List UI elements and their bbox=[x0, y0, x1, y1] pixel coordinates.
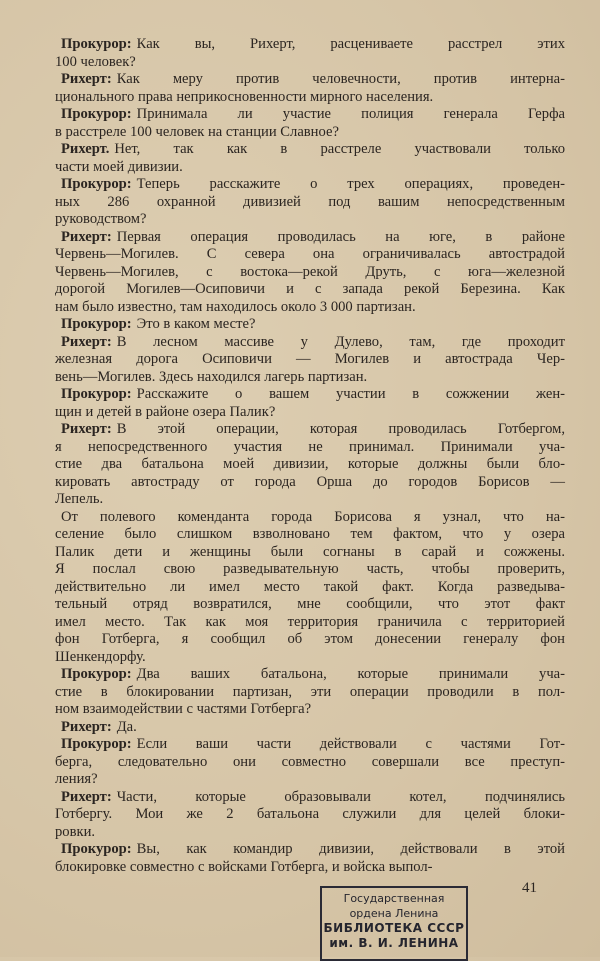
text-line bbox=[55, 194, 565, 212]
line-text: имел место. Так как моя территория граничила с территорией bbox=[55, 613, 565, 630]
line-text: ном взаимодействии с частями Готберга? bbox=[55, 701, 312, 717]
text-line bbox=[55, 456, 565, 474]
text-line bbox=[55, 736, 565, 754]
text-line bbox=[55, 789, 565, 807]
speaker-label: Прокурор: bbox=[61, 316, 132, 332]
line-text: Как меру против человечности, против интерна- bbox=[116, 71, 565, 87]
speaker-label: Прокурор: bbox=[61, 36, 132, 52]
dialogue-paragraph bbox=[55, 229, 565, 317]
text-line bbox=[55, 421, 565, 439]
line-text: тельный отряд возвратился, мне сообщили, что этот факт bbox=[55, 596, 565, 612]
text-line bbox=[55, 71, 565, 89]
line-text: Нет, так как в расстреле участвовали только bbox=[114, 141, 565, 157]
line-text: Палик дети и женщины были согнаны в сарай и сожжены. bbox=[55, 543, 565, 560]
text-line bbox=[55, 491, 565, 509]
line-text: селение было слишком взволновано тем фактом, что у озера bbox=[55, 526, 565, 542]
dialogue-paragraph bbox=[55, 36, 565, 71]
line-text: дорогой Могилев—Осиповичи и с запада рекой Березина. Как bbox=[55, 281, 565, 297]
line-text: ления? bbox=[55, 771, 98, 787]
line-text: ных 286 охранной дивизией под вашим непосредственным bbox=[55, 193, 565, 210]
speaker-label: Прокурор: bbox=[61, 736, 132, 752]
page-body-text bbox=[55, 36, 565, 876]
text-line bbox=[55, 404, 565, 422]
text-line bbox=[55, 509, 565, 527]
line-text: Червень—Могилев, с востока—рекой Друть, с юга—железной bbox=[55, 263, 565, 280]
text-line bbox=[55, 246, 565, 264]
dialogue-paragraph bbox=[55, 106, 565, 141]
text-line bbox=[55, 719, 565, 737]
page-number: 41 bbox=[522, 880, 537, 896]
text-line bbox=[55, 89, 565, 107]
line-text: Вы, как командир дивизии, действовали в этой bbox=[136, 841, 565, 857]
line-text: части моей дивизии. bbox=[55, 158, 183, 175]
line-text: я непосредственного участия не принимал. Принимали уча- bbox=[55, 438, 565, 455]
text-line bbox=[55, 141, 565, 159]
speaker-label: Рихерт: bbox=[61, 788, 112, 805]
text-line bbox=[55, 369, 565, 387]
text-line bbox=[55, 701, 565, 719]
text-line bbox=[55, 264, 565, 282]
dialogue-paragraph bbox=[55, 71, 565, 106]
text-line bbox=[55, 334, 565, 352]
dialogue-paragraph bbox=[55, 176, 565, 229]
dialogue-paragraph bbox=[55, 509, 565, 667]
dialogue-paragraph bbox=[55, 334, 565, 387]
line-text: вень—Могилев. Здесь находился лагерь партизан. bbox=[55, 368, 368, 385]
text-line bbox=[55, 299, 565, 317]
line-text: стие два батальона моей дивизии, которые должны были бло- bbox=[55, 456, 565, 472]
speaker-label: Рихерт: bbox=[61, 333, 112, 350]
speaker-label: Рихерт. bbox=[61, 141, 110, 157]
text-line bbox=[55, 159, 565, 177]
line-text: В этой операции, которая проводилась Готбергом, bbox=[116, 421, 565, 437]
line-text: От полевого коменданта города Борисова я узнал, что на- bbox=[61, 508, 565, 525]
dialogue-paragraph bbox=[55, 736, 565, 789]
line-text: Шенкендорфу. bbox=[55, 648, 146, 665]
speaker-label: Рихерт: bbox=[61, 228, 112, 245]
line-text: щин и детей в районе озера Палик? bbox=[55, 403, 276, 420]
line-text: В лесном массиве у Дулево, там, где проходит bbox=[116, 333, 565, 350]
line-text: 100 человек? bbox=[55, 53, 136, 70]
speaker-label: Рихерт: bbox=[61, 71, 112, 87]
line-text: действительно ли имел место такой факт. Когда разведыва- bbox=[55, 578, 565, 595]
dialogue-paragraph bbox=[55, 316, 565, 334]
text-line bbox=[55, 684, 565, 702]
text-line bbox=[55, 36, 565, 54]
text-line bbox=[55, 824, 565, 842]
text-line bbox=[55, 229, 565, 247]
text-line bbox=[55, 281, 565, 299]
library-stamp bbox=[320, 886, 468, 961]
line-text: Червень—Могилев. С севера она ограничивалась автострадой bbox=[55, 246, 565, 262]
line-text: Если ваши части действовали с частями Гот- bbox=[136, 736, 565, 752]
stamp-line: им. В. И. ЛЕНИНА bbox=[329, 936, 459, 950]
text-line bbox=[55, 474, 565, 492]
line-text: Я послал свою разведывательную часть, чтобы проверить, bbox=[55, 561, 565, 577]
dialogue-paragraph bbox=[55, 421, 565, 509]
line-text: стие в блокировании партизан, эти операции проводили в пол- bbox=[55, 683, 565, 700]
text-line bbox=[55, 561, 565, 579]
text-line bbox=[55, 544, 565, 562]
line-text: Как вы, Рихерт, расцениваете расстрел этих bbox=[136, 36, 565, 52]
text-line bbox=[55, 526, 565, 544]
text-line bbox=[55, 771, 565, 789]
text-line bbox=[55, 439, 565, 457]
line-text: Да. bbox=[116, 718, 137, 735]
text-line bbox=[55, 754, 565, 772]
text-line bbox=[55, 579, 565, 597]
dialogue-paragraph bbox=[55, 719, 565, 737]
speaker-label: Прокурор: bbox=[61, 386, 132, 402]
dialogue-paragraph bbox=[55, 141, 565, 176]
line-text: Два ваших батальона, которые принимали уча- bbox=[136, 666, 565, 682]
speaker-label: Прокурор: bbox=[61, 666, 132, 682]
stamp-line: БИБЛИОТЕКА СССР bbox=[323, 921, 465, 935]
line-text: железная дорога Осиповичи — Могилев и автострада Чер- bbox=[55, 351, 565, 367]
text-line bbox=[55, 841, 565, 859]
speaker-label: Прокурор: bbox=[61, 176, 132, 192]
text-line bbox=[55, 806, 565, 824]
line-text: руководством? bbox=[55, 211, 147, 227]
line-text: Первая операция проводилась на юге, в районе bbox=[116, 228, 565, 245]
stamp-line: ордена Ленина bbox=[349, 907, 439, 920]
speaker-label: Рихерт: bbox=[61, 718, 112, 735]
speaker-label: Рихерт: bbox=[61, 421, 112, 437]
line-text: блокировке совместно с войсками Готберга, и войска выпол- bbox=[55, 858, 433, 875]
text-line bbox=[55, 106, 565, 124]
line-text: Лепель. bbox=[55, 491, 104, 507]
line-text: кировать автостраду от города Орша до городов Борисов — bbox=[55, 473, 565, 490]
line-text: в расстреле 100 человек на станции Славное? bbox=[55, 123, 339, 140]
dialogue-paragraph bbox=[55, 789, 565, 842]
line-text: ционального права неприкосновенности мирного населения. bbox=[55, 88, 434, 105]
text-line bbox=[55, 211, 565, 229]
line-text: Части, которые образовывали котел, подчинялись bbox=[116, 788, 565, 805]
line-text: Теперь расскажите о трех операциях, проведен- bbox=[136, 176, 565, 192]
line-text: Это в каком месте? bbox=[136, 316, 256, 332]
stamp-line: Государственная bbox=[343, 892, 445, 905]
text-line bbox=[55, 316, 565, 334]
dialogue-paragraph bbox=[55, 386, 565, 421]
line-text: фон Готберга, я сообщил об этом донесении генералу фон bbox=[55, 631, 565, 647]
text-line bbox=[55, 649, 565, 667]
line-text: Расскажите о вашем участии в сожжении жен- bbox=[136, 386, 565, 402]
text-line bbox=[55, 859, 565, 877]
text-line bbox=[55, 351, 565, 369]
text-line bbox=[55, 54, 565, 72]
text-line bbox=[55, 386, 565, 404]
text-line bbox=[55, 124, 565, 142]
dialogue-paragraph bbox=[55, 841, 565, 876]
text-line bbox=[55, 596, 565, 614]
text-line bbox=[55, 631, 565, 649]
line-text: нам было известно, там находилось около 3 000 партизан. bbox=[55, 298, 416, 315]
line-text: ровки. bbox=[55, 823, 96, 840]
line-text: Готбергу. Мои же 2 батальона служили для целей блоки- bbox=[55, 806, 565, 822]
text-line bbox=[55, 666, 565, 684]
text-line bbox=[55, 176, 565, 194]
line-text: Принимала ли участие полиция генерала Герфа bbox=[136, 106, 565, 122]
line-text: берга, следовательно они совместно совершали все преступ- bbox=[55, 753, 565, 770]
speaker-label: Прокурор: bbox=[61, 841, 132, 857]
text-line bbox=[55, 614, 565, 632]
dialogue-paragraph bbox=[55, 666, 565, 719]
speaker-label: Прокурор: bbox=[61, 106, 132, 122]
